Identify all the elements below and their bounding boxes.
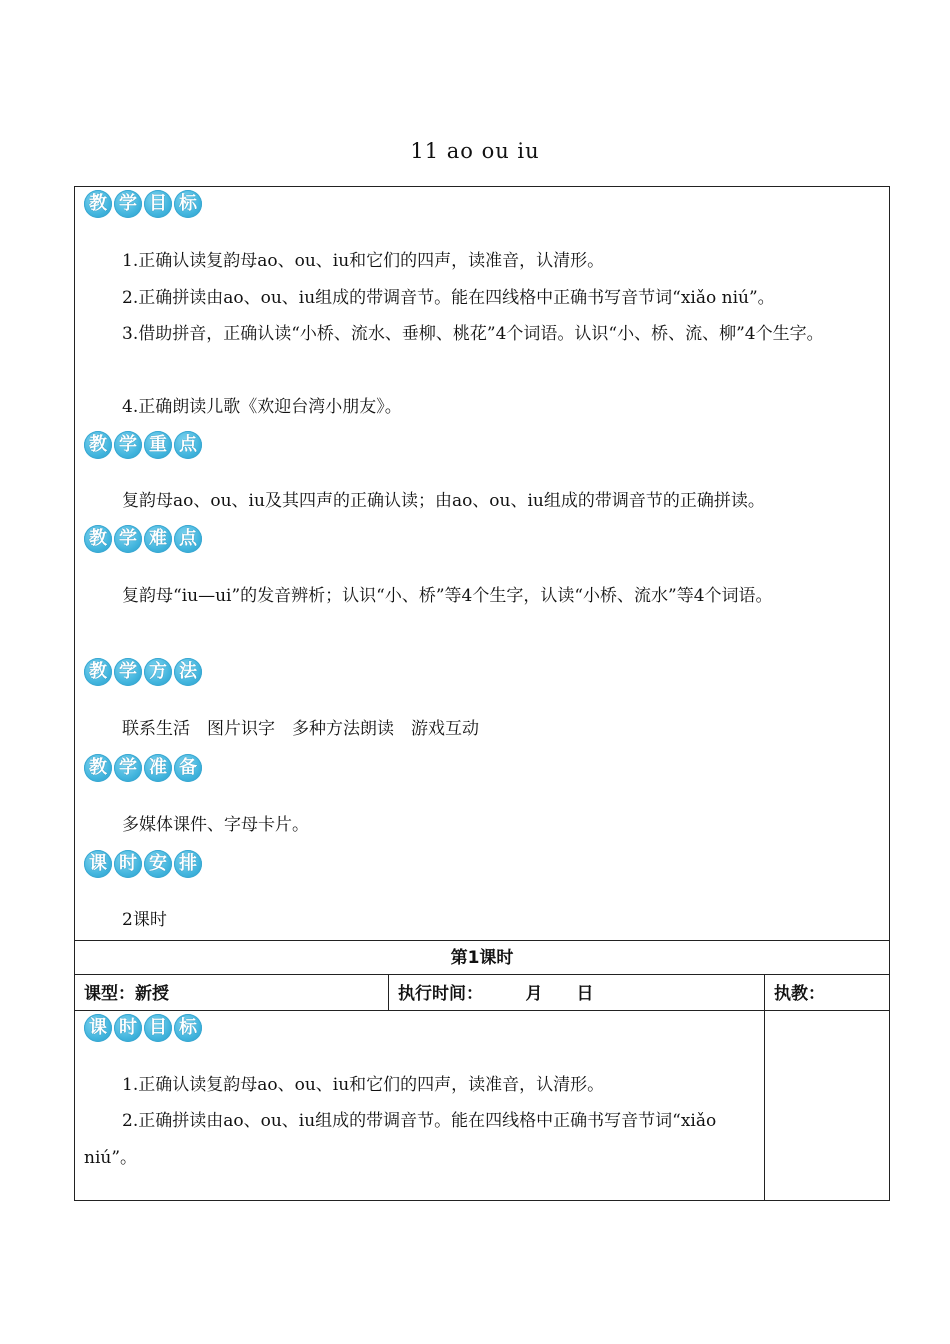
section-badge-schedule: [84, 847, 202, 881]
badge-char: 学: [114, 658, 142, 686]
badge-char: 学: [114, 525, 142, 553]
methods-paragraph: 联系生活 图片识字 多种方法朗读 游戏互动: [122, 719, 479, 739]
badge-char: 教: [84, 525, 112, 553]
badge-char: 点: [174, 431, 202, 459]
badge-char: 点: [174, 525, 202, 553]
badge-char: 教: [84, 754, 112, 782]
key-points-paragraph: 复韵母ao、ou、iu及其四声的正确认读；由ao、ou、iu组成的带调音节的正确拼读。: [122, 491, 765, 511]
badge-char: 标: [174, 190, 202, 218]
goal-paragraph: 2.正确拼读由ao、ou、iu组成的带调音节。能在四线格中正确书写音节词“xiǎo niú”。: [122, 288, 775, 308]
lesson-goal-paragraph: 1.正确认读复韵母ao、ou、iu和它们的四声，读准音，认清形。: [122, 1075, 605, 1095]
badge-char: 目: [144, 190, 172, 218]
badge-char: 教: [84, 658, 112, 686]
badge-char: 难: [144, 525, 172, 553]
badge-char: 课: [84, 1014, 112, 1042]
badge-char: 时: [114, 1014, 142, 1042]
badge-char: 安: [144, 850, 172, 878]
table-divider: [764, 974, 765, 1201]
badge-char: 教: [84, 431, 112, 459]
table-divider: [74, 974, 890, 975]
section-badge-lesson-goals: [84, 1011, 202, 1045]
badge-char: 教: [84, 190, 112, 218]
difficulties-paragraph: 复韵母“iu—ui”的发音辨析；认识“小、桥”等4个生字，认读“小桥、流水”等4个词语。: [122, 586, 773, 606]
goal-paragraph: 1.正确认读复韵母ao、ou、iu和它们的四声，读准音，认清形。: [122, 251, 605, 271]
badge-char: 准: [144, 754, 172, 782]
lesson-header: 第1课时: [450, 948, 514, 968]
badge-char: 重: [144, 431, 172, 459]
goal-paragraph: 3.借助拼音，正确认读“小桥、流水、垂柳、桃花”4个词语。认识“小、桥、流、柳”4个生字。: [122, 324, 824, 344]
execution-time-cell: 执行时间： 月 日: [398, 984, 594, 1004]
badge-char: 方: [144, 658, 172, 686]
badge-char: 时: [114, 850, 142, 878]
table-divider: [74, 940, 890, 941]
badge-char: 学: [114, 754, 142, 782]
preparation-paragraph: 多媒体课件、字母卡片。: [122, 815, 309, 835]
section-badge-preparation: [84, 751, 202, 785]
section-badge-goals: [84, 187, 202, 221]
table-divider: [388, 974, 389, 1010]
badge-char: 学: [114, 431, 142, 459]
section-badge-methods: [84, 655, 202, 689]
teacher-cell: 执教：: [774, 984, 825, 1004]
badge-char: 目: [144, 1014, 172, 1042]
lesson-type-cell: 课型：新授: [84, 984, 169, 1004]
section-badge-key-points: [84, 428, 202, 462]
page-title: 11 ao ou iu: [410, 139, 540, 163]
lesson-goal-paragraph: 2.正确拼读由ao、ou、iu组成的带调音节。能在四线格中正确书写音节词“xiǎo niú”。: [84, 1111, 717, 1168]
section-badge-difficulties: [84, 522, 202, 556]
badge-char: 备: [174, 754, 202, 782]
badge-char: 排: [174, 850, 202, 878]
badge-char: 课: [84, 850, 112, 878]
goal-paragraph: 4.正确朗读儿歌《欢迎台湾小朋友》。: [122, 397, 402, 417]
badge-char: 标: [174, 1014, 202, 1042]
badge-char: 法: [174, 658, 202, 686]
badge-char: 学: [114, 190, 142, 218]
schedule-paragraph: 2课时: [122, 910, 167, 930]
